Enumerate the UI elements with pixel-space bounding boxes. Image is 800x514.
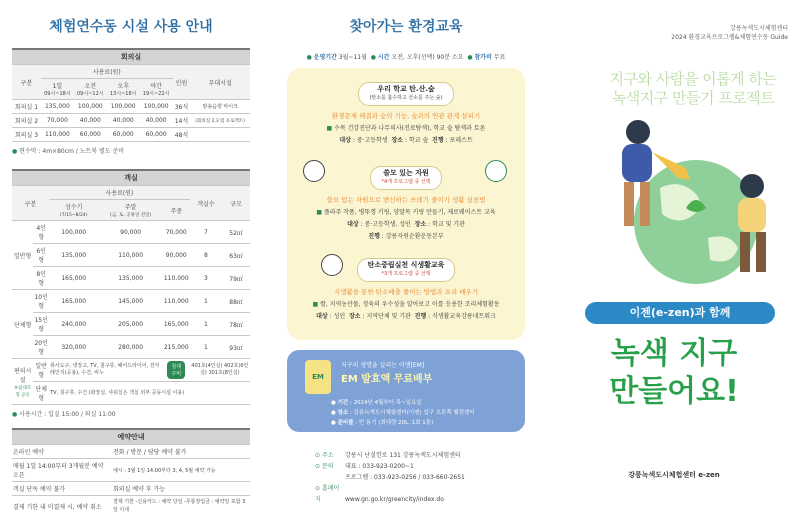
program-3-meta: 대상 : 성인 장소 : 지역단체 및 기관 진행 : 식생활교육강릉네트워크 [316, 313, 496, 320]
facility-title: 체험연수동 시설 사용 안내 [49, 19, 213, 35]
meeting-col-1: 1일 09시~18시 [41, 79, 74, 100]
em-bottle-icon: EM [305, 360, 331, 394]
education-info: ● 운영기간 3월~11월 ● 시간 오전, 오후(선택) 90분 소요 ● 참가비 무료 [306, 54, 506, 61]
program-1 [275, 82, 537, 144]
cell: 36석 [173, 100, 191, 114]
cell: 회의실 2 [12, 114, 41, 128]
reserve-table [12, 428, 250, 514]
cell: 10인형 [33, 290, 49, 313]
cell: 회의실 1 [12, 100, 41, 114]
program-2-run: 진행 : 강릉자원순환운동본부 [368, 233, 444, 240]
headline-1: 녹색 지구 [610, 336, 738, 371]
cell: 60,000 [74, 128, 107, 142]
room-h-weekday: 주중 [163, 200, 190, 221]
cell: 예시 : 3월 1일 14:00부터 3, 4, 5월 예약 가능 [112, 459, 250, 482]
cover-footer: 강릉녹색도시체험센터 e-zen [628, 471, 720, 479]
cell: 48석 [173, 128, 191, 142]
cell: 1 [190, 336, 223, 359]
room-h-peak: 성수기 (7/15~8/24) [49, 200, 98, 221]
meeting-h-equip: 부대시설 [190, 65, 250, 100]
table-row [12, 128, 250, 142]
table-row [12, 221, 250, 244]
cover-header [548, 24, 800, 42]
table-row [12, 313, 250, 336]
room-group: 일반형 [12, 221, 33, 290]
cell: 110,000 [163, 267, 190, 290]
meeting-h-cap: 인원 [173, 65, 191, 100]
cell: 결제 기한 내 미결제 시, 예약 취소 [12, 496, 112, 514]
cell: 6인형 [33, 244, 49, 267]
cell: 145,000 [98, 290, 162, 313]
meeting-col-4: 야간 19시~22시 [140, 79, 173, 100]
cell: 110,000 [41, 128, 74, 142]
cell: 매월 1일 14:00부터 3개월분 예약 오픈 [12, 459, 112, 482]
meeting-table-title: 회의실 [12, 49, 250, 65]
table-row [12, 267, 250, 290]
education-panel [275, 0, 537, 514]
cell: 90,000 [98, 221, 162, 244]
homepage-link[interactable]: www.gn.go.kr/greencity/index.do [345, 496, 444, 503]
room-table [12, 169, 250, 405]
cell: 40,000 [74, 114, 107, 128]
table-row [12, 382, 250, 405]
program-2-title: 쓸모 있는 자원 *4개 프로그램 중 선택 [370, 166, 441, 190]
cover-panel [548, 0, 800, 514]
program-2 [275, 166, 537, 240]
em-subtitle: 지구의 생명을 살리는 이엠[EM] [341, 362, 425, 369]
cell: 14석 [173, 114, 191, 128]
facility-panel [0, 0, 262, 514]
table-row [12, 359, 250, 382]
room-h-weekend: 주말 (금, 토, 공휴일 전일) [98, 200, 162, 221]
cell: 135,000 [49, 244, 98, 267]
room-note: ● 사용시간 : 입실 15:00 / 퇴실 11:00 [12, 411, 116, 418]
cell: 165,000 [49, 290, 98, 313]
cell: 215,000 [163, 336, 190, 359]
cell: 320,000 [49, 336, 98, 359]
table-row [12, 100, 250, 114]
cell: 52㎡ [222, 221, 250, 244]
room-h-gubun: 구분 [12, 186, 49, 221]
table-row [12, 445, 250, 459]
program-2-line: ■ 플라주 작품, 병뚜껑 키링, 양말목 키링 만들기, 제로웨이스트 교육 [316, 209, 496, 216]
pin-icon: ⊙ 주소 [315, 452, 334, 459]
cell: 방송음향 마이크 [190, 100, 250, 114]
cell: 15인형 [33, 313, 49, 336]
table-row [12, 336, 250, 359]
bed-badge: 침대 구비 [167, 361, 185, 379]
home-icon: ⊙ 홈페이지 [315, 485, 340, 503]
cell: 240,000 [49, 313, 98, 336]
cover-slogan: 지구와 사람을 이롭게 하는 녹색지구 만들기 프로젝트 [609, 70, 777, 107]
cell: 60,000 [140, 128, 173, 142]
program-3 [275, 258, 537, 320]
cell: 객실 단독 예약 불가 [12, 482, 112, 496]
meeting-col-3: 오후 13시~18시 [107, 79, 140, 100]
cell: 전화 / 방문 / 담당 예약 불가 [112, 445, 250, 459]
table-row [12, 290, 250, 313]
person-icon [626, 120, 650, 144]
cell: 20인형 [33, 336, 49, 359]
cell: 100,000 [107, 100, 140, 114]
room-table-title: 객실 [12, 170, 250, 186]
amenity-label: 편의시설 ※침대모형 공유 [12, 359, 33, 405]
cell: 1 [190, 290, 223, 313]
em-box [287, 350, 525, 432]
contact-info: ⊙ 주소 강릉시 난설헌로 131 강릉녹색도시체험센터 ⊙ 문의 대표 : 033-923-0200~1 프로그램 : 033-923-0256 / 033-660-2651 ⊙ 홈페이지 www.gn.go.kr/greencity/index.do [315, 452, 465, 503]
cell: 8 [190, 244, 223, 267]
child-icon [740, 174, 764, 198]
cell: 90,000 [163, 244, 190, 267]
cell: 110,000 [163, 290, 190, 313]
cell: 100,000 [140, 100, 173, 114]
room-h-fee: 사용료(원) [49, 186, 190, 200]
meeting-room-table [12, 48, 250, 142]
cell: 온라인 예약 [12, 445, 112, 459]
cell: 70,000 [163, 221, 190, 244]
cell: 79㎡ [222, 267, 250, 290]
room-h-beds: 객실수 [190, 186, 223, 221]
cell: 135,000 [98, 267, 162, 290]
meeting-h-fee: 사용료(원) [41, 65, 173, 79]
cell: 8인형 [33, 267, 49, 290]
em-title: EM 발효액 무료배부 [341, 374, 433, 385]
cell: 401호(4인실) 402호(6인실) 301호(8인실) [190, 359, 250, 382]
cell: 280,000 [98, 336, 162, 359]
program-3-title: 탄소중립실천 식생활교육 *3개 프로그램 중 선택 [357, 258, 456, 282]
cell: 결제 기한 -신용카드 : 예약 당일 -무통장입금 : 예약일 포함 3일 이내 [112, 496, 250, 514]
reserve-title: 예약안내 [12, 429, 250, 445]
education-title: 찾아가는 환경교육 [349, 19, 463, 35]
meeting-h-gubun: 구분 [12, 65, 41, 100]
program-2-desc: 쓸모 있는 자원으로 변신하는 쓰레기 줄이기 생활 실천법 [326, 196, 486, 204]
cell: (회의실 2,3 빔 프로젝트) [190, 114, 250, 128]
cell: 회의실 예약 후 가능 [112, 482, 250, 496]
program-box [287, 68, 525, 340]
cell [190, 128, 250, 142]
cell: 회의실 3 [12, 128, 41, 142]
cell: 3 [190, 267, 223, 290]
program-2-meta: 대상 : 중·고등학생, 성인 장소 : 학교 및 기관 [347, 221, 465, 228]
cover-org: 강릉녹색도시체험센터 [730, 25, 788, 32]
program-3-desc: 식생활을 통한 탄소배출 줄이는 방법과 요리 배우기 [333, 288, 479, 296]
cell: 단체형 [33, 382, 49, 405]
cell: 40,000 [107, 114, 140, 128]
phone-icon: ⊙ 문의 [315, 463, 334, 470]
cell: 40,000 [140, 114, 173, 128]
cell: 4인형 [33, 221, 49, 244]
table-row [12, 459, 250, 482]
program-3-line: ■ 쌀, 지역농산물, 정육의 우수성을 알아보고 이를 응용한 조리체험활동 [312, 301, 500, 308]
cell: 일반형 [33, 359, 49, 382]
cell: 165,000 [163, 313, 190, 336]
table-row [12, 244, 250, 267]
cover-guide: 2024 환경교육프로그램&체험연수동 Guide [671, 34, 788, 41]
cell: 60,000 [107, 128, 140, 142]
meeting-col-2: 오전 09시~12시 [74, 79, 107, 100]
cell: 100,000 [74, 100, 107, 114]
cell: 165,000 [49, 267, 98, 290]
table-row [12, 496, 250, 514]
program-1-meta: 대상 : 중·고등학생 장소 : 학교 숲 진행 : 포레스트 [339, 137, 473, 144]
cell: TV, 침구류, 수건 (화장실, 샤워실은 객실 외부 공동시설 이용) [49, 382, 250, 405]
em-details: ● 기간 : 2024년 4월부터 목~일요일 ● 장소 : 강릉녹색도시체험센터(이젠) 입구 오른쪽 웰컴센터 ● 준비물 : 빈 용기 (최대량 20L, 1회 1통) [331, 400, 475, 426]
cell: 63㎡ [222, 244, 250, 267]
cell: 88㎡ [222, 290, 250, 313]
program-1-desc: 환경문제 해결과 숲의 기능, 숲과의 연관 관계 살피기 [331, 112, 481, 120]
cell: 1 [190, 313, 223, 336]
bed-badge-cell [163, 359, 190, 382]
cell: 취사도구, 냉장고, TV, 침구류, 헤어드라이어, 전자레인지(공용), 수건, 비누 [49, 359, 163, 382]
table-row [12, 482, 250, 496]
cell: 78㎡ [222, 313, 250, 336]
program-1-title: 우리 학교 탄.산.숲 (탄소를 흡수하고 산소를 주는 숲) [358, 82, 453, 106]
table-row [12, 114, 250, 128]
cell: 135,000 [41, 100, 74, 114]
cell: 93㎡ [222, 336, 250, 359]
meeting-note: ● 현수막 : 4m×80cm / 노트북 별도 준비 [12, 148, 125, 155]
cell: 7 [190, 221, 223, 244]
cell: 70,000 [41, 114, 74, 128]
headline-2: 만들어요! [609, 374, 739, 409]
room-h-size: 규모 [222, 186, 250, 221]
earth-illustration [568, 118, 788, 298]
room-group: 단체형 [12, 290, 33, 359]
program-1-line: ■ 수목 건강진단과 나무의사(진료탐색), 학교 숲 탐색과 토론 [326, 125, 486, 132]
zen-banner: 이젠(e-zen)과 함께 [585, 302, 775, 324]
cell: 205,000 [98, 313, 162, 336]
cell: 110,000 [98, 244, 162, 267]
cell: 100,000 [49, 221, 98, 244]
